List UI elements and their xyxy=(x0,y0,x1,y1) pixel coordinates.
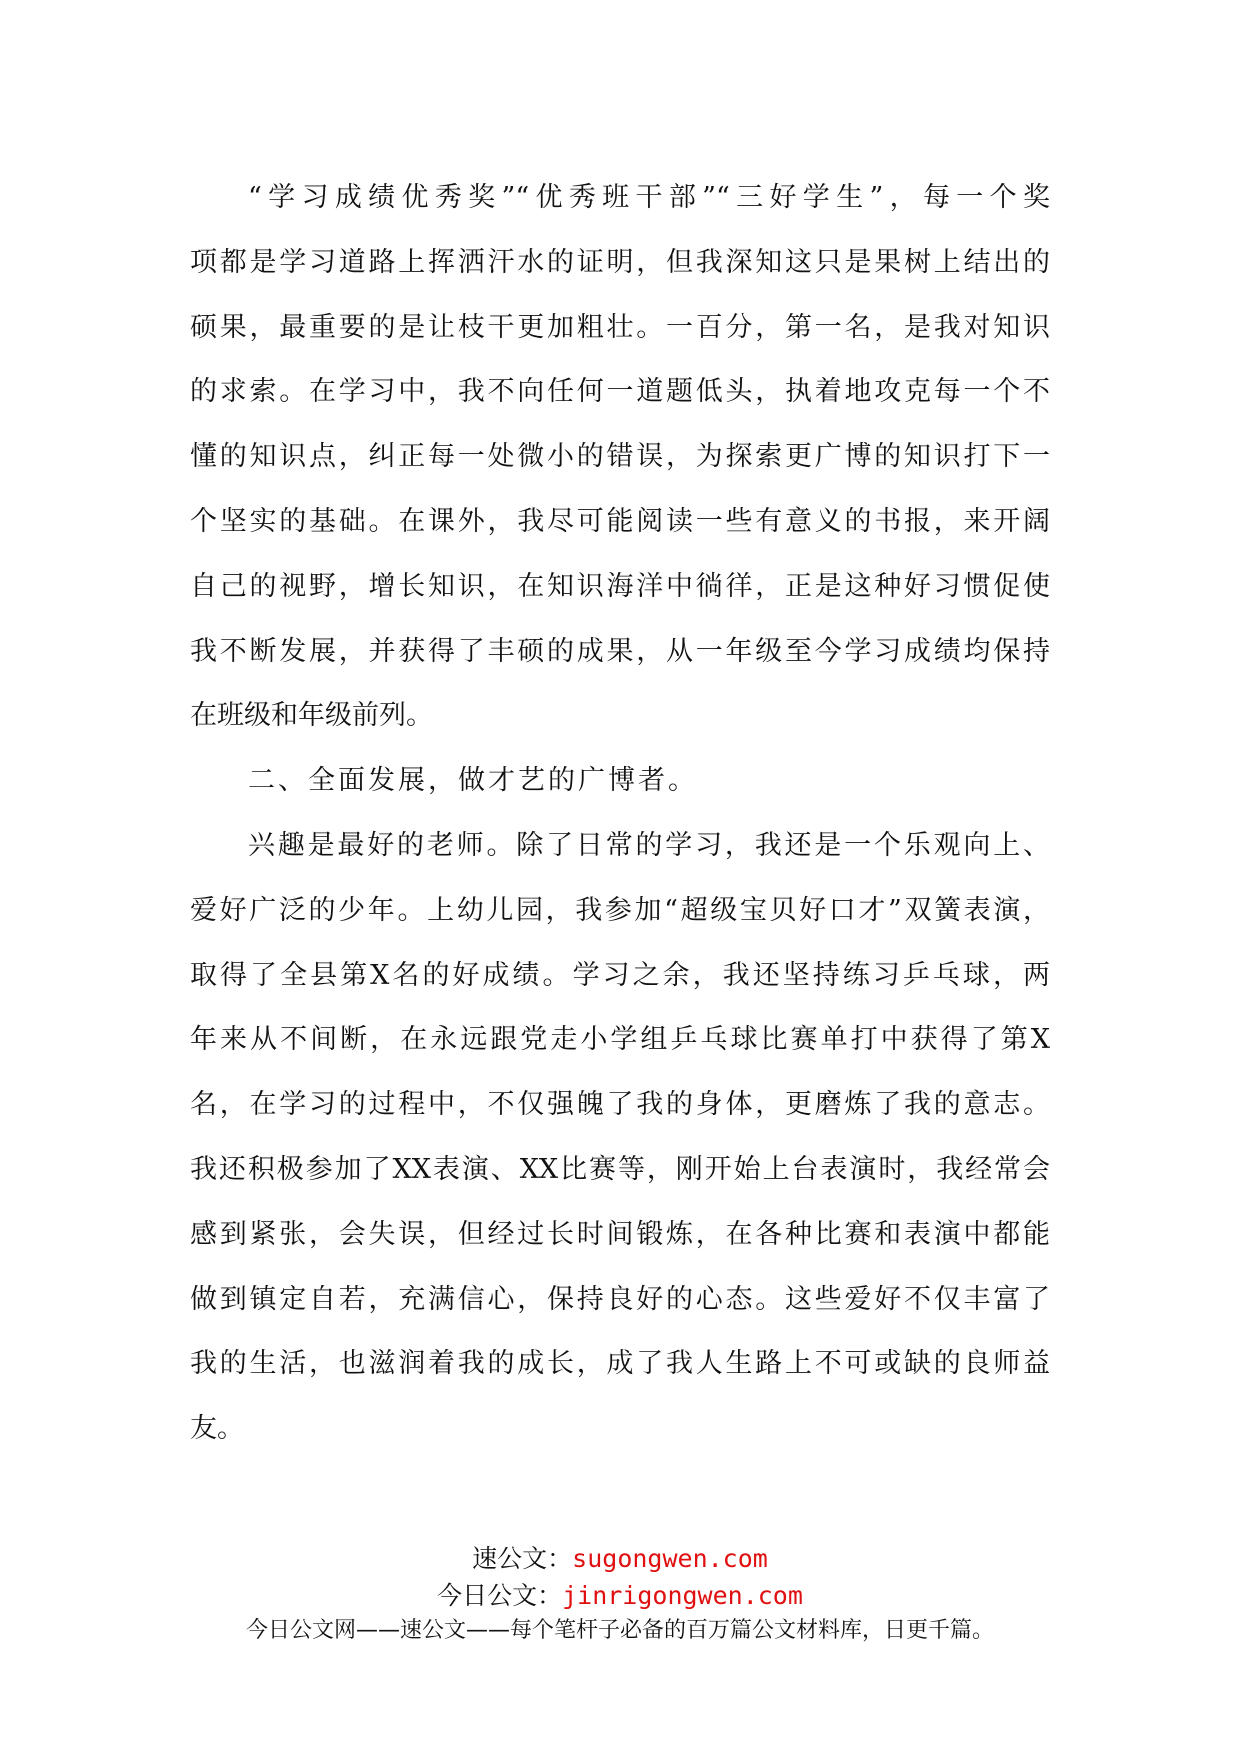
text-line: 项都是学习道路上挥洒汗水的证明，但我深知这只是果树上结出的 xyxy=(190,246,1050,278)
paragraph-awards xyxy=(190,176,1050,759)
jinrigongwen-link[interactable]: jinrigongwen.com xyxy=(562,1581,803,1610)
text-line: 兴趣是最好的老师。除了日常的学习，我还是一个乐观向上、 xyxy=(248,829,1050,861)
text-line: 友。 xyxy=(190,1413,244,1445)
footer-line-jinrigongwen xyxy=(0,1577,1240,1614)
text-line: 自己的视野，增长知识，在知识海洋中徜徉，正是这种好习惯促使 xyxy=(190,570,1050,602)
footer-slogan: 今日公文网——速公文——每个笔杆子必备的百万篇公文材料库，日更千篇。 xyxy=(245,1618,994,1643)
text-line: 感到紧张，会失误，但经过长时间锻炼，在各种比赛和表演中都能 xyxy=(190,1218,1050,1250)
text-line: 在班级和年级前列。 xyxy=(190,700,433,732)
text-line: 年来从不间断，在永远跟党走小学组乒乓球比赛单打中获得了第X xyxy=(190,1024,1050,1056)
text-line: 我不断发展，并获得了丰硕的成果，从一年级至今学习成绩均保持 xyxy=(190,635,1050,667)
text-line: 爱好广泛的少年。上幼儿园，我参加“超级宝贝好口才”双簧表演， xyxy=(190,894,1050,926)
text-line: 懂的知识点，纠正每一处微小的错误，为探索更广博的知识打下一 xyxy=(190,441,1050,473)
footer xyxy=(0,1540,1240,1648)
footer-label: 速公文： xyxy=(472,1544,573,1573)
text-line: 个坚实的基础。在课外，我尽可能阅读一些有意义的书报，来开阔 xyxy=(190,505,1050,537)
text-line: 名，在学习的过程中，不仅强魄了我的身体，更磨炼了我的意志。 xyxy=(190,1089,1050,1121)
section-heading: 二、全面发展，做才艺的广博者。 xyxy=(248,765,698,797)
text-line: 的求索。在学习中，我不向任何一道题低头，执着地攻克每一个不 xyxy=(190,376,1050,408)
paragraph-interests xyxy=(190,824,1050,1472)
document-body xyxy=(190,176,1050,1472)
footer-label: 今日公文： xyxy=(437,1581,563,1610)
text-line: “学习成绩优秀奖”“优秀班干部”“三好学生”，每一个奖 xyxy=(248,182,1050,213)
sugongwen-link[interactable]: sugongwen.com xyxy=(572,1544,768,1573)
text-line: 取得了全县第X名的好成绩。学习之余，我还坚持练习乒乓球，两 xyxy=(190,959,1050,991)
text-line: 做到镇定自若，充满信心，保持良好的心态。这些爱好不仅丰富了 xyxy=(190,1283,1050,1315)
footer-line-sugongwen xyxy=(0,1540,1240,1577)
text-line: 我的生活，也滋润着我的成长，成了我人生路上不可或缺的良师益 xyxy=(190,1348,1050,1380)
text-line: 我还积极参加了XX表演、XX比赛等，刚开始上台表演时，我经常会 xyxy=(190,1153,1050,1185)
text-line: 硕果，最重要的是让枝干更加粗壮。一百分，第一名，是我对知识 xyxy=(190,311,1050,343)
